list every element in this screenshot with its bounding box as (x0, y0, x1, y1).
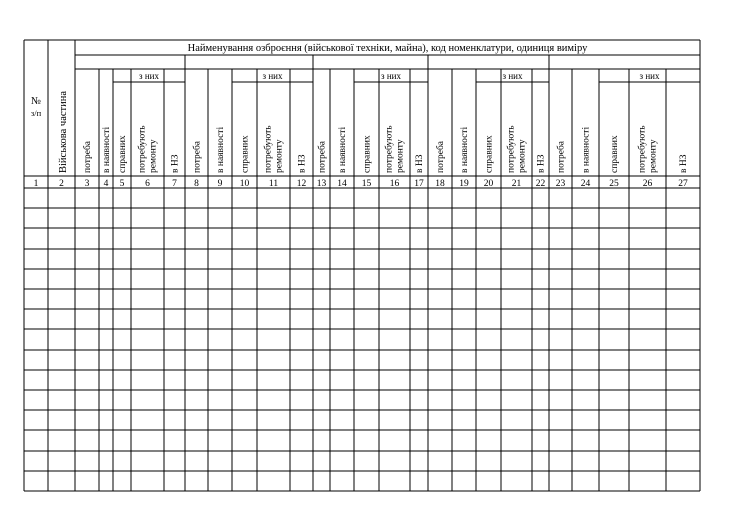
sub-nz-label: в НЗ (170, 154, 181, 173)
column-number: 26 (642, 179, 653, 189)
sub-serviceable-label: справних (362, 135, 373, 173)
col-numero-label: № (30, 96, 42, 107)
sub-need-label: потреба (317, 141, 328, 173)
group-sub-label: з них (381, 71, 401, 81)
column-number: 12 (296, 179, 307, 189)
sub-need-label: потреба (436, 141, 446, 173)
sub-need-label: потреба (556, 141, 567, 173)
column-number: 1 (33, 179, 39, 189)
column-number: 24 (580, 179, 591, 189)
column-number: 22 (535, 179, 546, 189)
column-number: 5 (119, 179, 125, 189)
column-number: 27 (678, 179, 688, 189)
sub-need-label: потреба (192, 141, 203, 173)
column-number: 25 (609, 179, 619, 189)
sub-available-label: в наявності (581, 126, 592, 173)
column-number: 7 (172, 179, 177, 189)
sub-nz-label: в НЗ (536, 154, 547, 173)
column-number: 17 (414, 179, 424, 189)
header-main-title: Найменування озброєння (військової техніки, майна), код номенклатури, одиниця виміру (187, 43, 588, 54)
sub-repair-label: ремонту (395, 139, 406, 173)
sub-nz-label: в НЗ (297, 154, 308, 173)
sub-repair-label: ремонту (648, 139, 659, 173)
sub-available-label: в наявності (338, 126, 348, 173)
col-unit-label: Військова частина (58, 90, 69, 173)
sub-repair-label: потребують (137, 125, 148, 173)
sub-serviceable-label: справних (240, 135, 251, 173)
group-sub-label: з них (502, 71, 523, 81)
column-number: 6 (145, 179, 150, 189)
group-sub-label: з них (639, 71, 660, 81)
column-number: 18 (435, 179, 445, 189)
sub-serviceable-label: справних (484, 135, 495, 173)
column-number: 10 (239, 179, 250, 189)
sub-repair-label: потребують (384, 125, 395, 173)
column-number: 15 (361, 179, 372, 189)
column-number: 16 (389, 179, 400, 189)
col-numero-sub: з/п (30, 108, 42, 118)
group-sub-label: з них (262, 71, 283, 81)
sub-need-label: потреба (83, 141, 93, 173)
sub-repair-label: потребують (263, 125, 274, 173)
column-number: 20 (483, 179, 494, 189)
sub-serviceable-label: справних (610, 135, 620, 173)
column-number: 8 (194, 179, 199, 189)
sub-serviceable-label: справних (118, 135, 128, 173)
sub-repair-label: ремонту (517, 139, 528, 173)
sub-repair-label: ремонту (148, 139, 159, 173)
group-sub-label: з них (139, 71, 159, 81)
sub-repair-label: ремонту (274, 139, 285, 173)
sub-nz-label: в НЗ (679, 154, 689, 173)
column-number: 2 (59, 179, 64, 189)
column-number: 9 (217, 179, 223, 189)
column-number: 13 (316, 179, 327, 189)
column-number: 23 (555, 179, 566, 189)
column-number: 4 (103, 179, 109, 189)
column-number: 19 (459, 179, 469, 189)
column-number: 21 (511, 179, 522, 189)
column-number: 3 (84, 179, 90, 189)
column-number: 11 (268, 179, 279, 189)
sub-available-label: в наявності (216, 126, 226, 173)
sub-repair-label: потребують (506, 125, 517, 173)
column-number: 14 (337, 179, 347, 189)
sub-nz-label: в НЗ (415, 154, 425, 173)
sub-repair-label: потребують (637, 125, 648, 173)
sub-available-label: в наявності (460, 126, 470, 173)
sub-available-label: в наявності (102, 126, 112, 173)
